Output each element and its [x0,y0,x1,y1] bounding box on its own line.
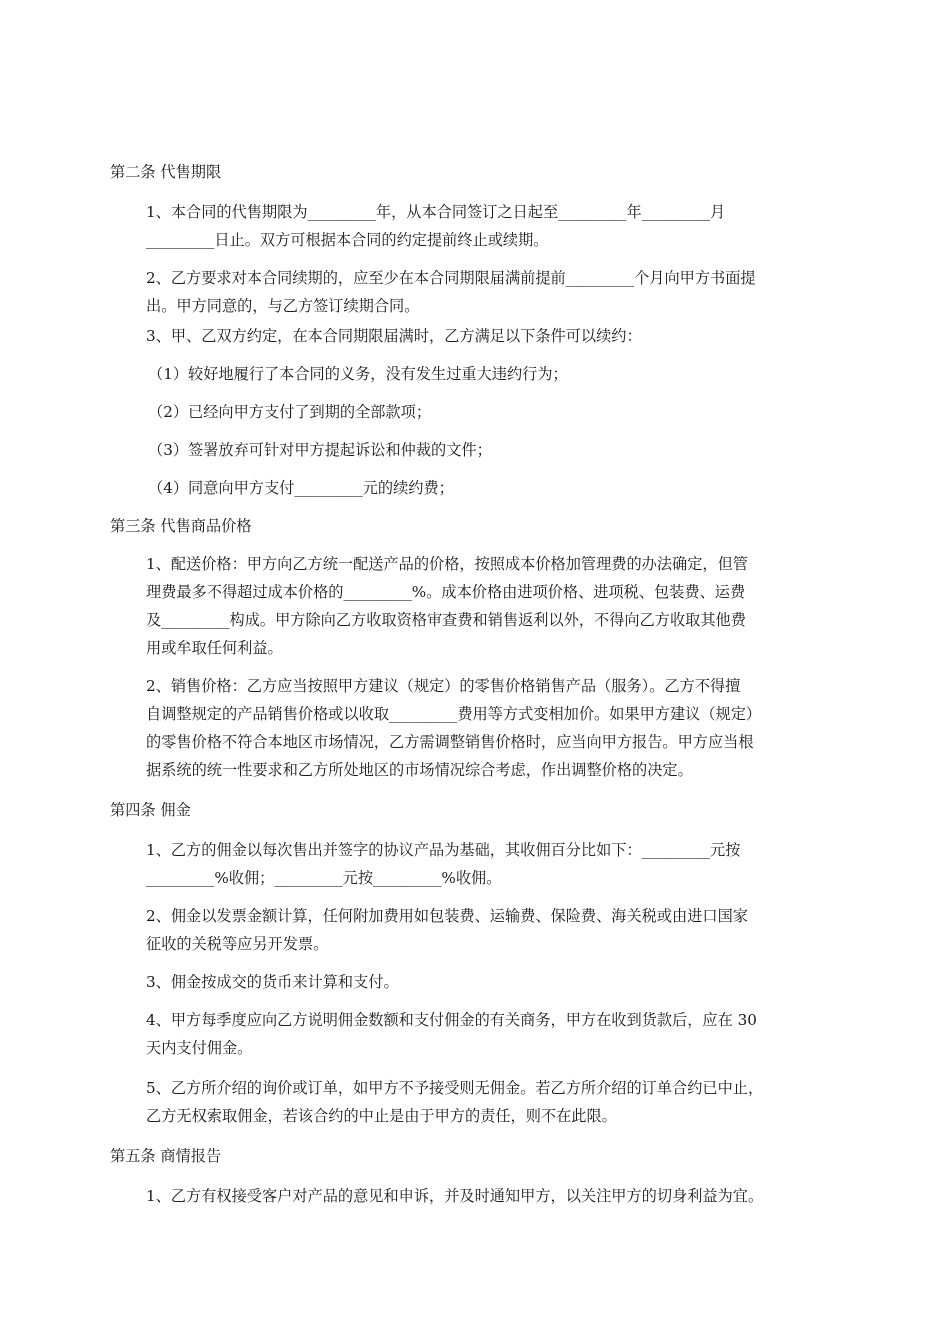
paragraph-line: 的零售价格不符合本地区市场情况，乙方需调整销售价格时，应当向甲方报告。甲方应当根 [146,733,754,751]
section-heading-article-5: 第五条 商情报告 [110,1147,222,1165]
paragraph-line: 及_________构成。甲方除向乙方收取资格审查费和销售返利以外，不得向乙方收取其他费 [146,611,746,629]
paragraph-line: 1、乙方有权接受客户对产品的意见和申诉，并及时通知甲方，以关注甲方的切身利益为宜。 [146,1187,764,1205]
paragraph-line: 4、甲方每季度应向乙方说明佣金数额和支付佣金的有关商务，甲方在收到货款后，应在 30 [146,1011,757,1029]
paragraph-line: 2、佣金以发票金额计算，任何附加费用如包装费、运输费、保险费、海关税或由进口国家 [146,907,748,925]
paragraph-line: _________%收佣；_________元按_________%收佣。 [146,869,502,887]
paragraph-line: 1、本合同的代售期限为_________年，从本合同签订之日起至_________年_________月 [146,203,726,221]
paragraph-line: 3、甲、乙双方约定，在本合同期限届满时，乙方满足以下条件可以续约： [146,327,642,345]
list-item: （3）签署放弃可针对甲方提起诉讼和仲裁的文件； [148,441,492,459]
section-heading-article-4: 第四条 佣金 [110,801,191,819]
paragraph-line: 天内支付佣金。 [146,1039,253,1057]
section-heading-article-3: 第三条 代售商品价格 [110,517,252,535]
paragraph-line: 征收的关税等应另开发票。 [146,935,329,953]
paragraph-line: 出。甲方同意的，与乙方签订续期合同。 [146,297,420,315]
list-item: （1）较好地履行了本合同的义务，没有发生过重大违约行为； [148,365,568,383]
paragraph-line: 2、销售价格：乙方应当按照甲方建议（规定）的零售价格销售产品（服务）。乙方不得擅 [146,677,741,695]
paragraph-line: 乙方无权索取佣金，若该合约的中止是由于甲方的责任，则不在此限。 [146,1107,617,1125]
paragraph-line: _________日止。双方可根据本合同的约定提前终止或续期。 [146,231,549,249]
paragraph-line: 1、乙方的佣金以每次售出并签字的协议产品为基础，其收佣百分比如下：_________元按 [146,841,741,859]
paragraph-line: 据系统的统一性要求和乙方所处地区的市场情况综合考虑，作出调整价格的决定。 [146,761,693,779]
paragraph-line: 自调整规定的产品销售价格或以收取_________费用等方式变相加价。如果甲方建议（规定） [146,705,762,723]
paragraph-line: 5、乙方所介绍的询价或订单，如甲方不予接受则无佣金。若乙方所介绍的订单合约已中止， [146,1079,764,1097]
paragraph-line: 1、配送价格：甲方向乙方统一配送产品的价格，按照成本价格加管理费的办法确定，但管 [146,555,748,573]
section-heading-article-2: 第二条 代售期限 [110,163,222,181]
list-item: （2）已经向甲方支付了到期的全部款项； [148,403,432,421]
paragraph-line: 3、佣金按成交的货币来计算和支付。 [146,973,399,991]
paragraph-line: 2、乙方要求对本合同续期的，应至少在本合同期限届满前提前_________个月向甲方书面提 [146,269,756,287]
paragraph-line: 用或牟取任何利益。 [146,639,283,657]
paragraph-line: 理费最多不得超过成本价格的_________%。成本价格由进项价格、进项税、包装费、运费 [146,583,746,601]
list-item: （4）同意向甲方支付_________元的续约费； [148,479,454,497]
